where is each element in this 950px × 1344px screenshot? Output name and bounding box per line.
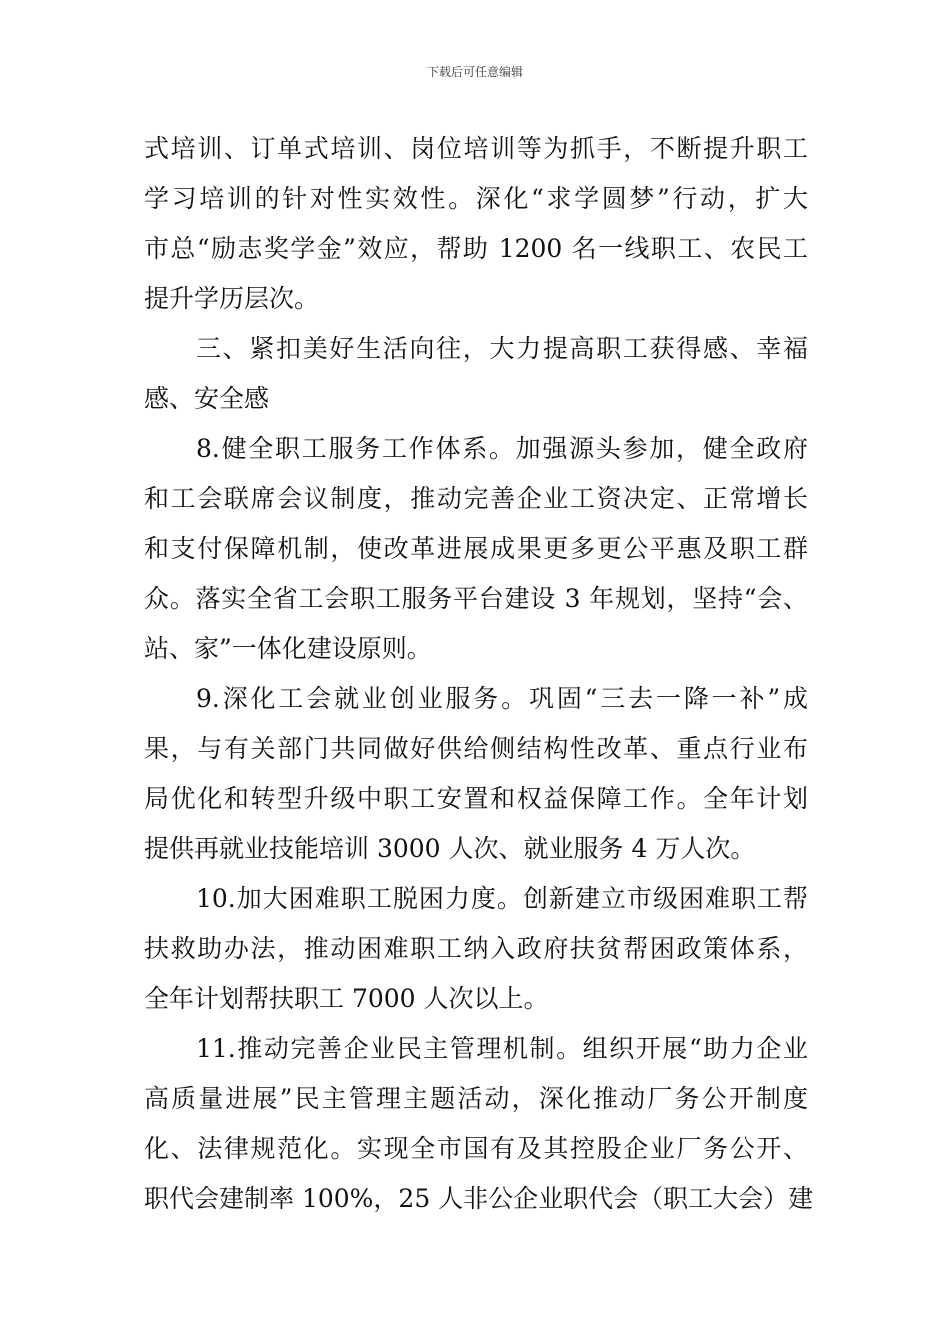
text-line: 三、紧扣美好生活向往，大力提高职工获得感、幸福	[196, 334, 808, 363]
text-line: 众。落实全省工会职工服务平台建设 3 年规划，坚持“会、	[144, 584, 808, 613]
text-line: 果，与有关部门共同做好供给侧结构性改革、重点行业布	[144, 734, 808, 763]
text-line: 和支付保障机制，使改革进展成果更多更公平惠及职工群	[144, 534, 808, 563]
text-line: 11.推动完善企业民主管理机制。组织开展“助力企业	[196, 1034, 808, 1063]
text-line: 提升学历层次。	[144, 284, 320, 313]
text-line: 8.健全职工服务工作体系。加强源头参加，健全政府	[196, 434, 808, 463]
text-line: 高质量进展”民主管理主题活动，深化推动厂务公开制度	[144, 1084, 808, 1113]
text-line: 市总“励志奖学金”效应，帮助 1200 名一线职工、农民工	[144, 234, 808, 263]
text-line: 式培训、订单式培训、岗位培训等为抓手，不断提升职工	[144, 134, 808, 163]
document-body	[144, 124, 814, 1224]
page-header: 下载后可任意编辑	[426, 65, 523, 79]
text-line: 学习培训的针对性实效性。深化“求学圆梦”行动，扩大	[144, 184, 808, 213]
text-line: 化、法律规范化。实现全市国有及其控股企业厂务公开、	[144, 1134, 808, 1163]
text-line: 和工会联席会议制度，推动完善企业工资决定、正常增长	[144, 484, 808, 513]
text-line: 提供再就业技能培训 3000 人次、就业服务 4 万人次。	[144, 834, 756, 863]
text-line: 感、安全感	[144, 384, 270, 413]
text-line: 全年计划帮扶职工 7000 人次以上。	[144, 984, 549, 1013]
text-line: 9.深化工会就业创业服务。巩固“三去一降一补”成	[196, 684, 808, 713]
text-line: 扶救助办法，推动困难职工纳入政府扶贫帮困政策体系，	[144, 934, 808, 963]
text-line: 局优化和转型升级中职工安置和权益保障工作。全年计划	[144, 784, 808, 813]
text-line: 站、家”一体化建设原则。	[144, 634, 432, 663]
text-line: 职代会建制率 100%，25 人非公企业职代会（职工大会）建	[144, 1184, 814, 1213]
text-line: 10.加大困难职工脱困力度。创新建立市级困难职工帮	[196, 884, 808, 913]
